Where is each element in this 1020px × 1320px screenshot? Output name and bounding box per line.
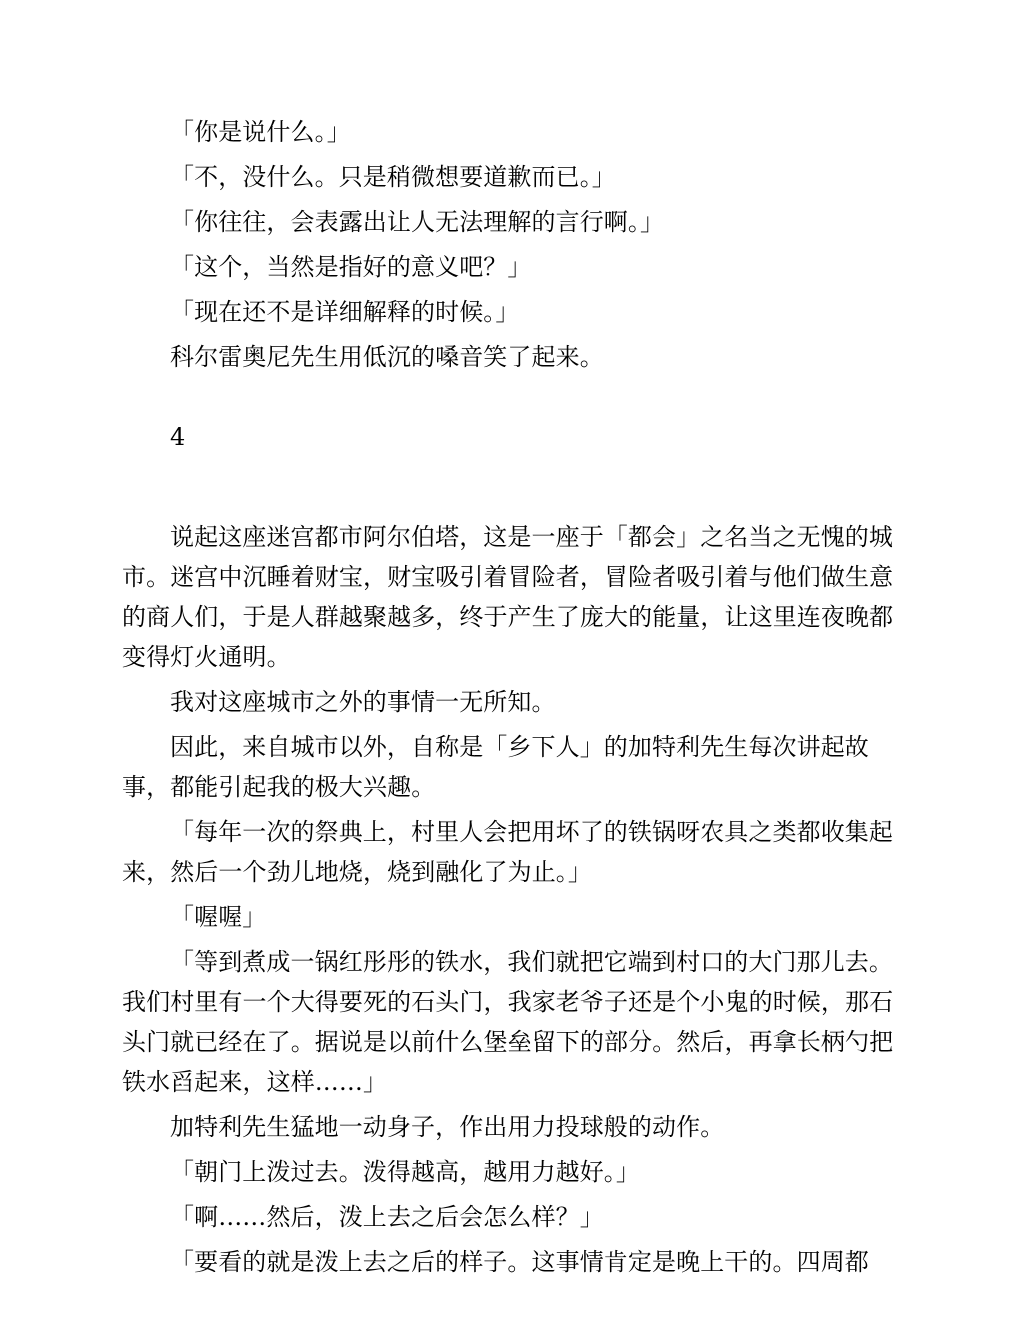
narration-line: 科尔雷奥尼先生用低沉的嗓音笑了起来。 bbox=[170, 343, 604, 371]
dialogue-line: 「你往往，会表露出让人无法理解的言行啊。」 bbox=[170, 208, 665, 236]
dialogue-line: 「这个，当然是指好的意义吧？」 bbox=[170, 253, 532, 281]
paragraph: 「啊……然后，泼上去之后会怎么样？」 bbox=[170, 1203, 604, 1231]
paragraph: 「等到煮成一锅红彤彤的铁水，我们就把它端到村口的大门那儿去。我们村里有一个大得要死的石头门，我家老爷子还是个小鬼的时候，那石头门就已经在了。据说是以前什么堡垒留下的部分。然后，再拿长柄勺把铁水舀起来，这样……」 bbox=[122, 948, 894, 1096]
paragraph: 加特利先生猛地一动身子，作出用力投球般的动作。 bbox=[170, 1113, 725, 1141]
document-page bbox=[122, 112, 898, 1287]
paragraph: 「朝门上泼过去。泼得越高，越用力越好。」 bbox=[170, 1158, 640, 1186]
paragraph: 说起这座迷宫都市阿尔伯塔，这是一座于「都会」之名当之无愧的城市。迷宫中沉睡着财宝，财宝吸引着冒险者，冒险者吸引着与他们做生意的商人们，于是人群越聚越多，终于产生了庞大的能量，让这里连夜晚都变得灯火通明。 bbox=[122, 523, 894, 671]
dialogue-line: 「你是说什么。」 bbox=[170, 118, 351, 146]
paragraph: 「喔喔」 bbox=[170, 903, 267, 931]
dialogue-line: 「不，没什么。只是稍微想要道歉而已。」 bbox=[170, 163, 616, 191]
paragraph: 因此，来自城市以外，自称是「乡下人」的加特利先生每次讲起故事，都能引起我的极大兴趣。 bbox=[122, 733, 869, 801]
paragraph: 「每年一次的祭典上，村里人会把用坏了的铁锅呀农具之类都收集起来，然后一个劲儿地烧，烧到融化了为止。」 bbox=[122, 818, 893, 886]
dialogue-line: 「现在还不是详细解释的时候。」 bbox=[170, 298, 520, 326]
paragraph: 我对这座城市之外的事情一无所知。 bbox=[170, 688, 556, 716]
paragraph: 「要看的就是泼上去之后的样子。这事情肯定是晚上干的。四周都 bbox=[170, 1248, 869, 1276]
section-number: 4 bbox=[170, 423, 186, 451]
